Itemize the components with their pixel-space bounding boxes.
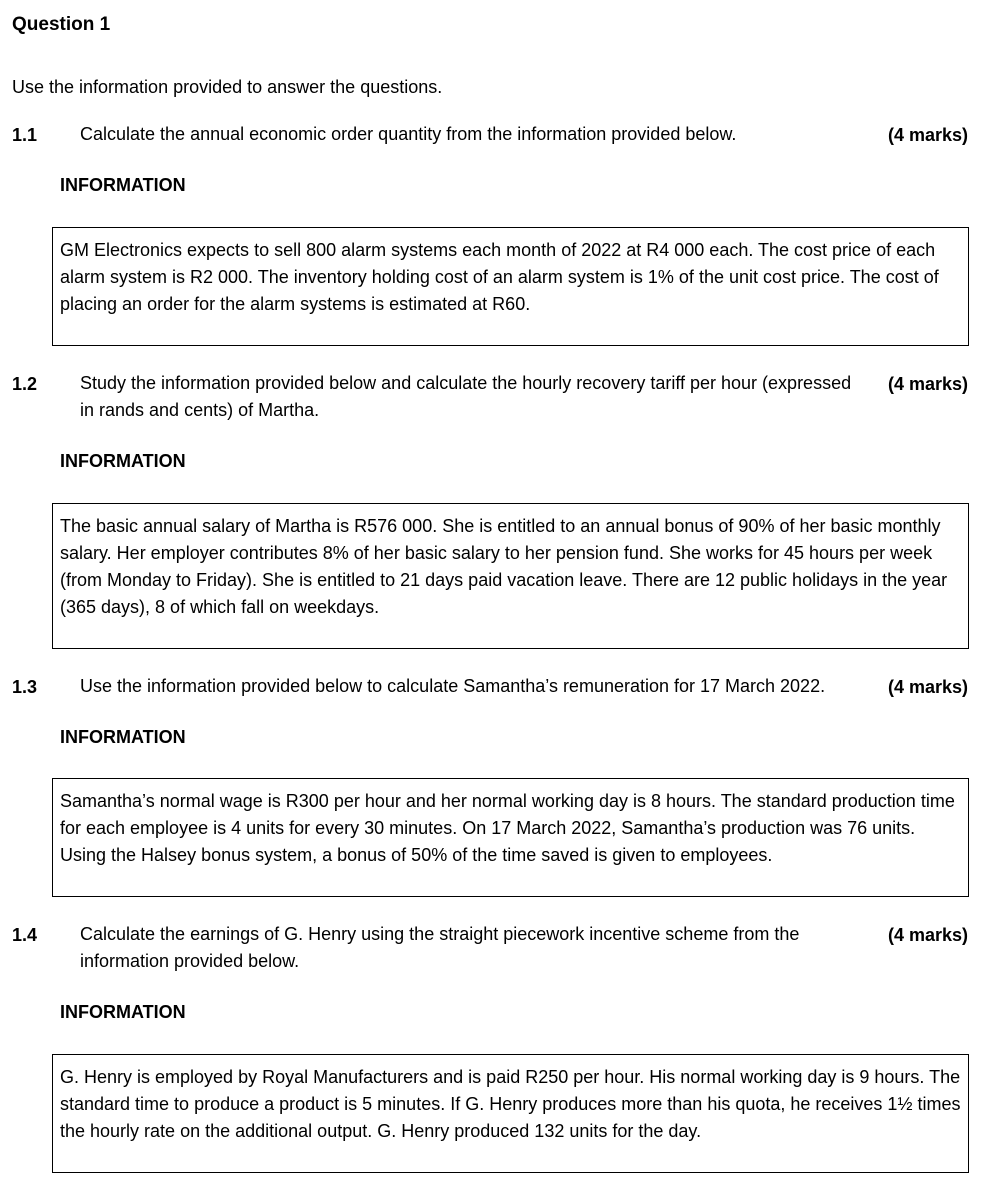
- question-number: 1.1: [12, 125, 38, 145]
- question-marks: (4 marks): [887, 677, 968, 697]
- information-box: Samantha’s normal wage is R300 per hour and her normal working day is 8 hours. The standard production time for each employee is 4 units for every 30 minutes. On 17 March 2022, Samantha’s production was 76 units. Using the Halsey bonus system, a bonus of 50% of the time saved is given to employees.: [52, 778, 969, 897]
- question-text: Use the information provided below to calculate Samantha’s remuneration for 17 March 2022.: [80, 676, 826, 696]
- question-number: 1.2: [12, 374, 38, 394]
- information-label: INFORMATION: [60, 727, 186, 747]
- question-text: Study the information provided below and calculate the hourly recovery tariff per hour (expressed in rands and cents) of Martha.: [80, 373, 852, 420]
- question-number: 1.4: [12, 925, 38, 945]
- question-text: Calculate the annual economic order quantity from the information provided below.: [80, 124, 737, 144]
- question-number: 1.3: [12, 677, 38, 697]
- question-marks: (4 marks): [887, 374, 968, 394]
- question-title: Question 1: [12, 14, 111, 35]
- information-label: INFORMATION: [60, 451, 186, 471]
- information-box: The basic annual salary of Martha is R576 000. She is entitled to an annual bonus of 90% of her basic monthly salary. Her employer contributes 8% of her basic salary to her pension fund. She works for 45 hours per week (from Monday to Friday). She is entitled to 21 days paid vacation leave. There are 12 public holidays in the year (365 days), 8 of which fall on weekdays.: [52, 503, 969, 649]
- information-box: GM Electronics expects to sell 800 alarm systems each month of 2022 at R4 000 each. The cost price of each alarm system is R2 000. The inventory holding cost of an alarm system is 1% of the unit cost price. The cost of placing an order for the alarm systems is estimated at R60.: [52, 227, 969, 346]
- question-text: Calculate the earnings of G. Henry using the straight piecework incentive scheme from the information provided below.: [80, 924, 800, 971]
- information-label: INFORMATION: [60, 175, 186, 195]
- information-box: G. Henry is employed by Royal Manufacturers and is paid R250 per hour. His normal working day is 9 hours. The standard time to produce a product is 5 minutes. If G. Henry produces more than his quota, he receives 1½ times the hourly rate on the additional output. G. Henry produced 132 units for the day.: [52, 1054, 969, 1173]
- question-marks: (4 marks): [887, 125, 968, 145]
- information-label: INFORMATION: [60, 1002, 186, 1022]
- question-marks: (4 marks): [887, 925, 968, 945]
- intro-text: Use the information provided to answer the questions.: [12, 77, 443, 97]
